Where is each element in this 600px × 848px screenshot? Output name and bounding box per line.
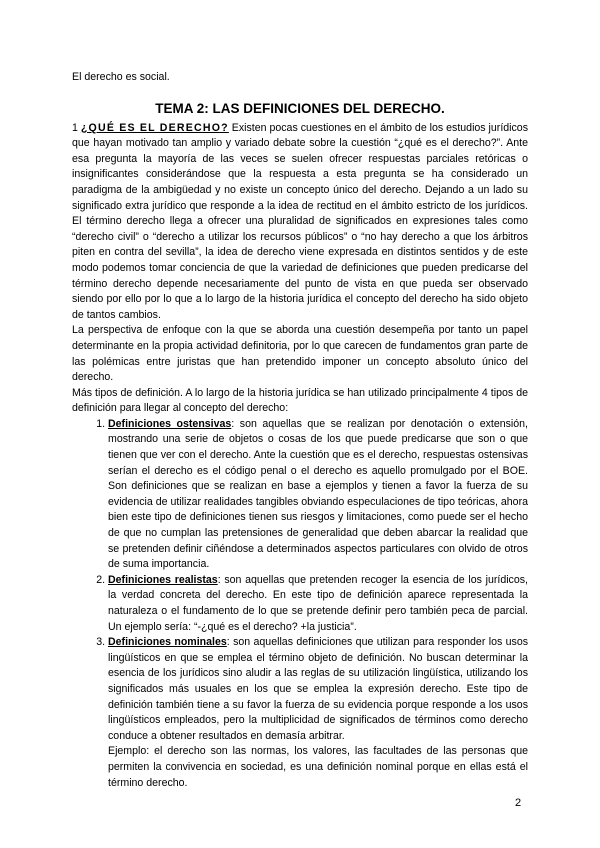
intro-line: El derecho es social. [72,71,170,83]
definition-term: Definiciones realistas [108,573,218,586]
list-item [108,573,528,635]
page-number: 2 [515,797,522,809]
list-item [108,635,528,791]
paragraph-2: La perspectiva de enfoque con la que se aborda una cuestión desempeña por tanto un papel determinante en la propia actividad definitoria, por lo que carecen de fundamentos gran parte de las polémicas entre juristas que han pretendido imponer un concepto absoluto único del derecho. [72,324,528,384]
list-item [108,417,528,573]
section-heading: ¿QUÉ ES EL DERECHO? [80,121,229,134]
page-title: TEMA 2: LAS DEFINICIONES DEL DERECHO. [155,100,445,116]
paragraph-3: Más tipos de definición. A lo largo de la historia jurídica se han utilizado principalmente 4 tipos de definición para llegar al concepto del derecho: [72,386,528,415]
definition-example: Ejemplo: el derecho son las normas, los valores, las facultades de las personas que permiten la convivencia en sociedad, es una definición nominal porque en ellas está el término derecho. [108,745,528,789]
definitions-list [72,417,528,791]
definition-term: Definiciones nominales [108,636,227,649]
definition-term: Definiciones ostensivas [108,417,232,430]
definition-text: : son aquellas definiciones que utilizan para responder los usos lingüísticos en que se emplea el término objeto de definición. No buscan determinar la esencia de los jurídicos sino aludir a las reglas de su utilización lingüística, utilizando los significados más usuales en los que se emplea la expresión derecho. Este tipo de definición también tiene a su favor la fuerza de su evidencia porque responde a los usos lingüísticos empleados, pero la multiplicidad de significados de términos como derecho conduce a obtener resultados en demasía arbitrar. [108,636,529,742]
definition-text: : son aquellas que se realizan por denotación o extensión, mostrando una serie de objetos o cosas de los que puede predicarse que son o que tienen que ver con el derecho. Ante la cuestión que es el derecho, respuestas ostensivas serían el derecho es el código penal o el derecho es aquello promulgado por el BOE. Son definiciones que se realizan en base a ejemplos y tienen a favor la fuerza de su evidencia de utilizar realidades tangibles obviando especulaciones de tipo teóricas, ahora bien este tipo de definiciones tienen sus riesgos y limitaciones, como puede ser el hecho de que no cumplan las pretensiones de generalidad que deben abarcar la realidad que se pretenden definir ciñéndose a determinados aspectos particulares con olvido de otros de suma importancia. [108,417,528,571]
section-number: 1 [72,121,78,134]
paragraph-1 [72,121,528,324]
definition-text: : son aquellas que pretenden recoger la esencia de los jurídicos, la verdad concreta del derecho. En este tipo de definición aparece representada la naturaleza o el fundamento de lo que se pretende definir pero también peca de parcial. Un ejemplo sería: “-¿qué es el derecho? +la justicia”. [108,573,528,633]
paragraph-1-text: Existen pocas cuestiones en el ámbito de los estudios jurídicos que hayan motivado tan amplio y variado debate sobre la cuestión “¿qué es el derecho?”. Ante esa pregunta la mayoría de las veces se suelen ofrecer respuestas parciales retóricas o insignificantes considerándose que la respuesta a esta pregunta se ha considerado un paradigma de la ambigüedad y no existe un concepto único del derecho. Dejando a un lado su significado extra jurídico que responde a la idea de rectitud en el ámbito estricto de los jurídicos. El término derecho llega a ofrecer una pluralidad de significados en expresiones tales como “derecho civil” o “derecho a utilizar los recursos públicos” o “no hay derecho a que los árbitros piten en contra del sevilla”, la idea de derecho viene expresada en distintos sentidos y de este modo podemos tomar conciencia de que la variedad de definiciones que pueden predicarse del término derecho depende necesariamente del punto de vista en que pueda ser observado siendo por ello por lo que a lo largo de la historia jurídica el concepto del derecho ha sido objeto de tantos cambios. [72,121,528,321]
document-page [72,70,528,791]
